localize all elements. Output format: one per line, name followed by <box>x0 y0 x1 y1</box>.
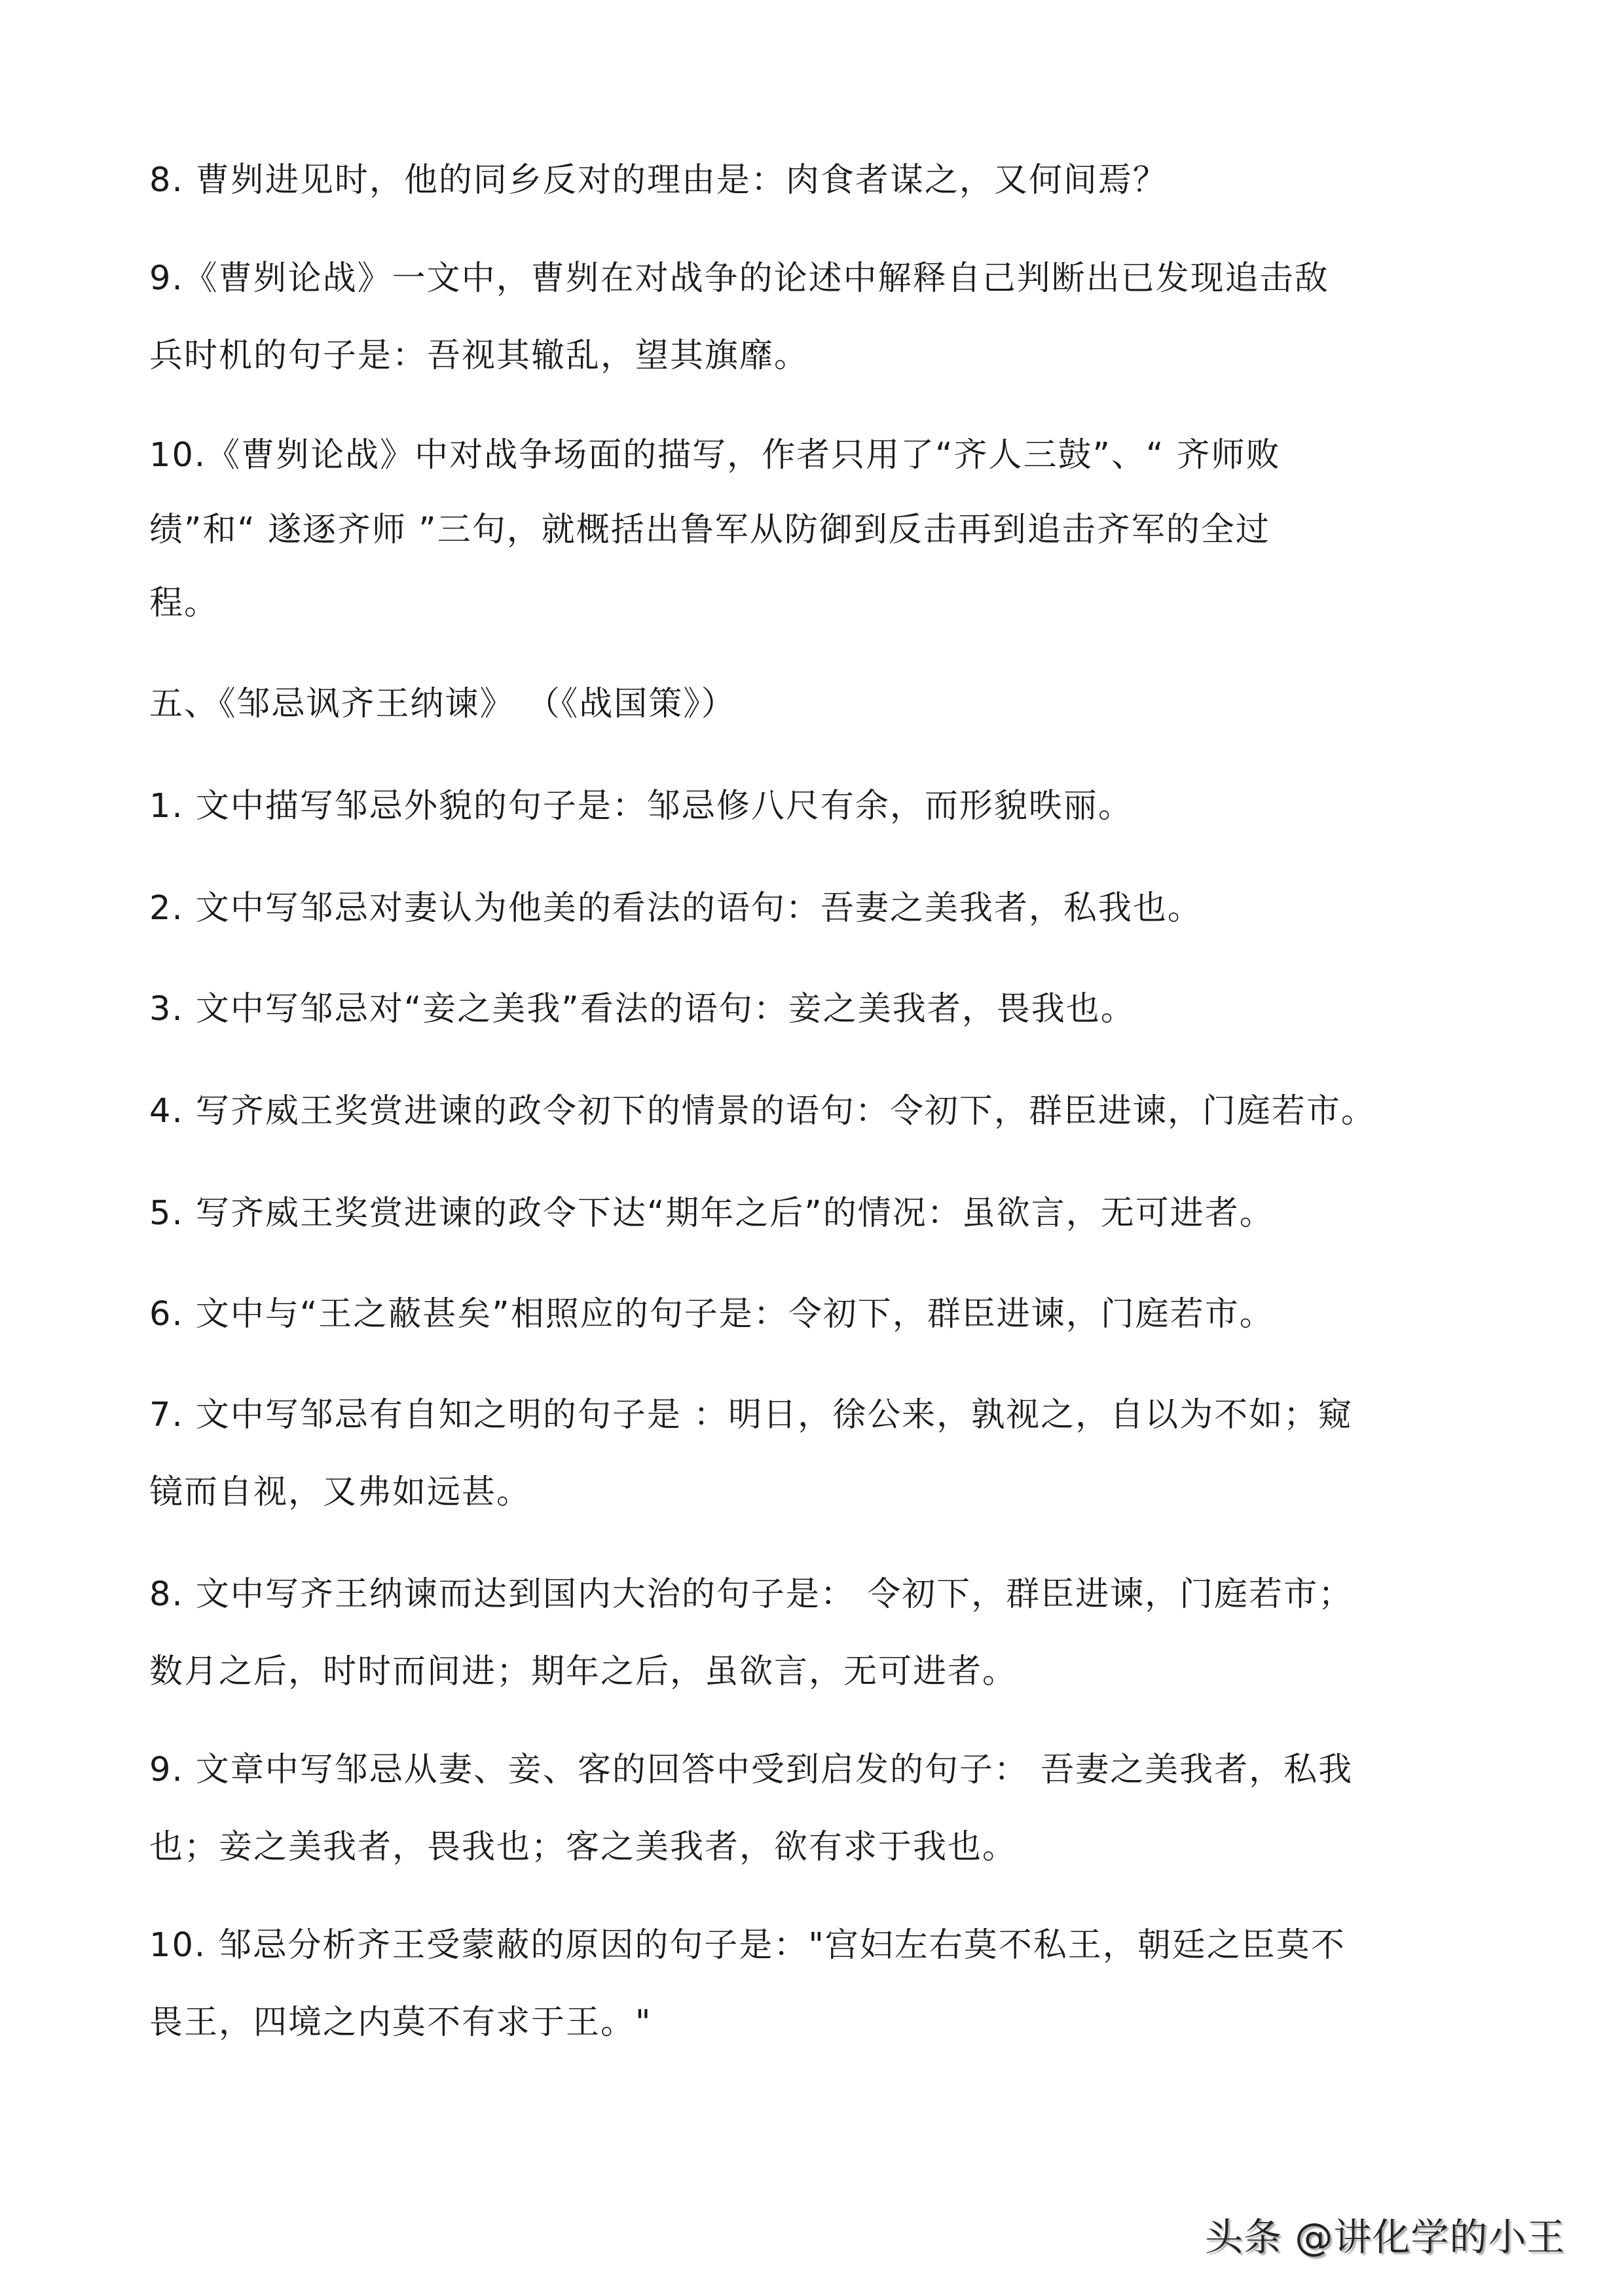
text-line: 程。 <box>149 584 219 623</box>
text-line: 数月之后，时时而间进；期年之后，虽欲言，无可进者。 <box>149 1652 1018 1691</box>
text-line: 也；妾之美我者，畏我也；客之美我者，欲有求于我也。 <box>149 1828 1018 1867</box>
text-line: 4. 写齐威王奖赏进谏的政令初下的情景的语句：令初下，群臣进谏，门庭若市。 <box>149 1092 1376 1131</box>
text-line: 1. 文中描写邹忌外貌的句子是：邹忌修八尺有余，而形貌昳丽。 <box>149 787 1133 826</box>
text-line: 兵时机的句子是：吾视其辙乱，望其旗靡。 <box>149 337 809 375</box>
text-line: 9. 文章中写邹忌从妻、妾、客的回答中受到启发的句子： 吾妻之美我者，私我 <box>149 1751 1354 1789</box>
text-line: 畏王，四境之内莫不有求于王。" <box>149 2003 652 2042</box>
text-line: 10. 邹忌分析齐王受蒙蔽的原因的句子是："宫妇左右莫不私王，朝廷之臣莫不 <box>149 1926 1346 1965</box>
text-line: 8. 文中写齐王纳谏而达到国内大治的句子是： 令初下，群臣进谏，门庭若市； <box>149 1575 1354 1614</box>
watermark: 头条 @讲化学的小王 <box>1205 2215 1566 2259</box>
text-line: 绩”和“ 遂逐齐师 ”三句，就概括出鲁军从防御到反击再到追击齐军的全过 <box>149 511 1270 549</box>
text-line: 9.《曹刿论战》一文中，曹刿在对战争的论述中解释自己判断出已发现追击敌 <box>149 259 1329 298</box>
text-line: 镜而自视，又弗如远甚。 <box>149 1473 532 1512</box>
text-line: 8. 曹刿进见时，他的同乡反对的理由是：肉食者谋之，又何间焉？ <box>149 161 1168 200</box>
text-line: 10.《曹刿论战》中对战争场面的描写，作者只用了“齐人三鼓”、“ 齐师败 <box>149 436 1281 475</box>
text-line: 6. 文中与“王之蔽甚矣”相照应的句子是：令初下，群臣进谏，门庭若市。 <box>149 1295 1274 1334</box>
text-line: 5. 写齐威王奖赏进谏的政令下达“期年之后”的情况：虽欲言，无可进者。 <box>149 1194 1274 1233</box>
section-heading: 五、《邹忌讽齐王纳谏》 （《战国策》） <box>149 685 736 723</box>
text-line: 2. 文中写邹忌对妻认为他美的看法的语句：吾妻之美我者，私我也。 <box>149 889 1202 928</box>
text-line: 3. 文中写邹忌对“妾之美我”看法的语句：妾之美我者，畏我也。 <box>149 990 1135 1029</box>
text-line: 7. 文中写邹忌有自知之明的句子是 ：明日，徐公来，孰视之，自以为不如；窥 <box>149 1396 1354 1434</box>
